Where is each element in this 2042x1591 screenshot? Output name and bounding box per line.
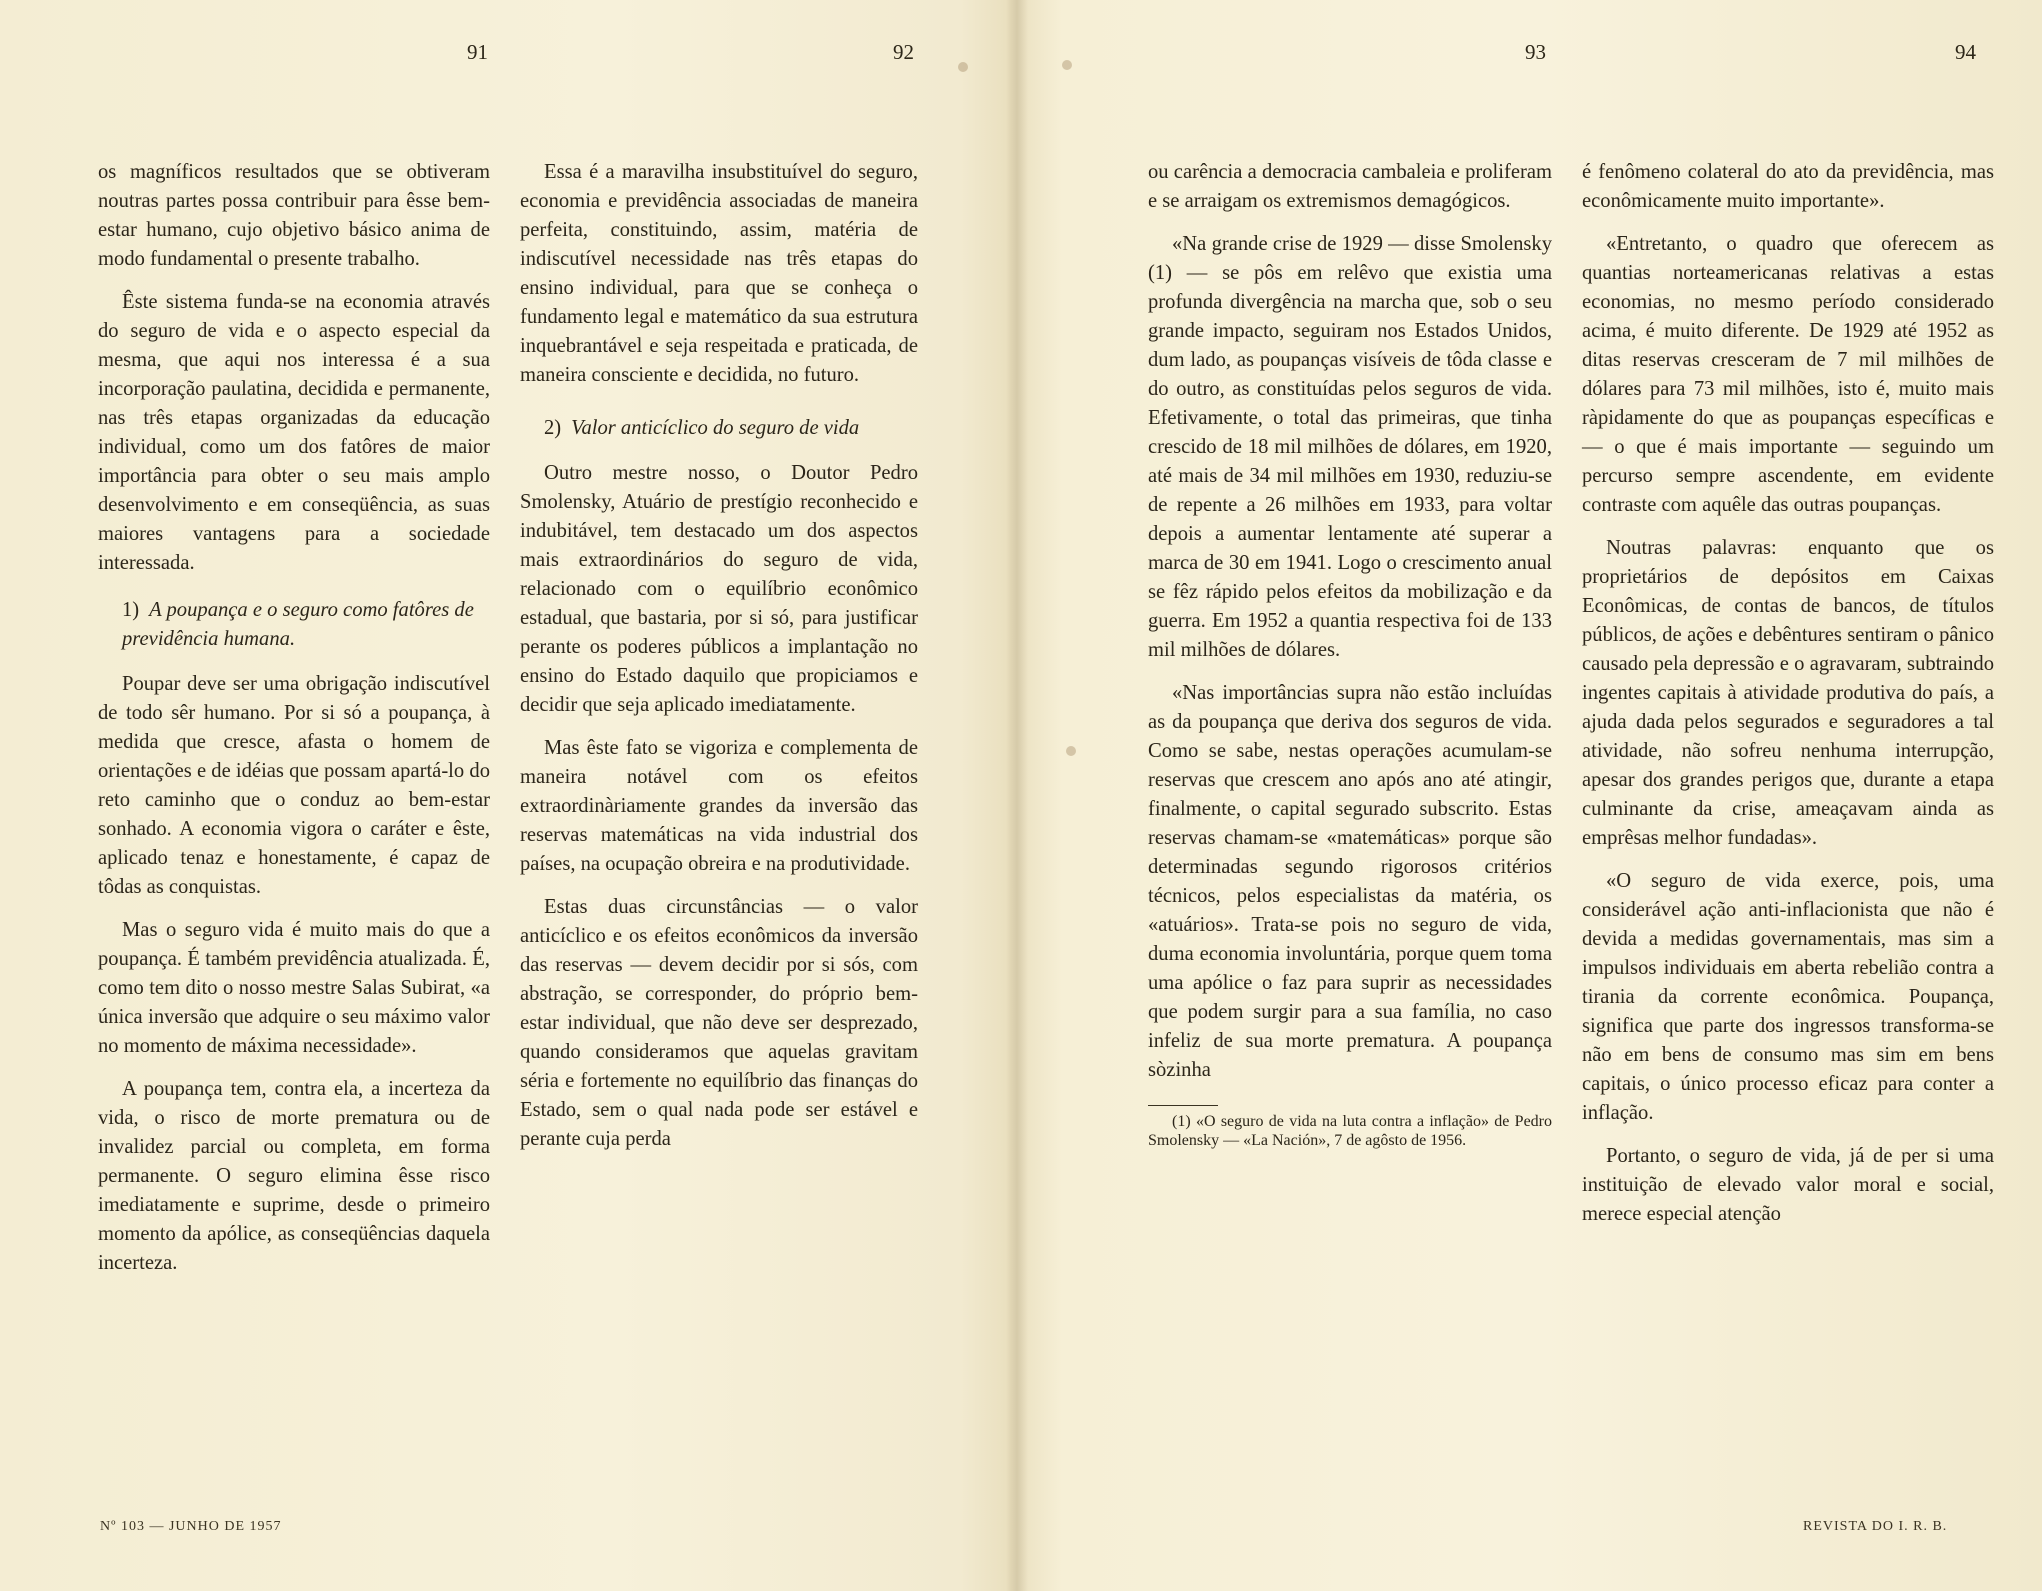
- paragraph: ou carência a democracia cambaleia e proliferam e se arraigam os extremismos demagógicos.: [1148, 161, 1552, 212]
- paragraph: «O seguro de vida exerce, pois, uma considerável ação anti-inflacionista que não é devida a medidas governamentais, mas sim a impulsos individuais em aberta rebelião contra a tirania da corrente econômica. Poupança, significa que parte dos ingressos transforma-se não em bens de consumo mas sim em bens capitais, o único processo eficaz para conter a inflação.: [1582, 870, 1994, 1124]
- text-column-3: [1148, 158, 1552, 1164]
- section-number: 2): [544, 417, 562, 439]
- binding-mark: [958, 62, 968, 72]
- paragraph: Mas o seguro vida é muito mais do que a poupança. É também previdência atualizada. É, como tem dito o nosso mestre Salas Subirat, «a única inversão que adquire o seu máximo valor no momento de máxima necessidade».: [98, 919, 490, 1057]
- paragraph: Outro mestre nosso, o Doutor Pedro Smolensky, Atuário de prestígio reconhecido e indubitável, tem destacado um dos aspectos mais extraordinários do seguro de vida, relacionado com o equilíbrio econômico estadual, que bastaria, por si só, para justificar perante os poderes públicos a implantação no ensino do Estado daquilo que propiciamos e decidir que seja aplicado imediatamente.: [520, 462, 918, 716]
- paragraph: é fenômeno colateral do ato da previdência, mas econômicamente muito importante».: [1582, 161, 1994, 212]
- section-title: A poupança e o seguro como fatôres de previdência humana.: [122, 599, 474, 650]
- section-heading-1: [98, 596, 490, 654]
- binding-mark: [1062, 60, 1072, 70]
- binding-mark: [1066, 746, 1076, 756]
- section-number: 1): [122, 599, 140, 621]
- page-number-92: 92: [893, 40, 914, 64]
- paragraph: Mas êste fato se vigoriza e complementa de maneira notável com os efeitos extraordinàriamente grandes da inversão das reservas matemáticas na vida industrial dos países, na ocupação obreira e na produtividade.: [520, 737, 918, 875]
- book-gutter: [1006, 0, 1028, 1591]
- paragraph: Poupar deve ser uma obrigação indiscutível de todo sêr humano. Por si só a poupança, à medida que cresce, afasta o homem de orientações e de idéias que possam apartá-lo do reto caminho que o conduz ao bem-estar sonhado. A economia vigora o caráter e êste, aplicado tenaz e honestamente, é capaz de tôdas as conquistas.: [98, 673, 490, 898]
- paragraph: «Nas importâncias supra não estão incluídas as da poupança que deriva dos seguros de vida. Como se sabe, nestas operações acumulam-se reservas que crescem ano após ano até atingir, finalmente, o capital segurado subscrito. Estas reservas chamam-se «matemáticas» porque são determinadas segundo rigorosos critérios técnicos, pelos especialistas da matéria, os «atuários». Trata-se pois no seguro de vida, duma economia involuntária, porque quem toma uma apólice o faz para suprir as necessidades que podem surgir para a sua família, no caso infeliz de sua morte prematura. A poupança sòzinha: [1148, 682, 1552, 1081]
- paragraph: Estas duas circunstâncias — o valor anticíclico e os efeitos econômicos da inversão das reservas — devem decidir por si sós, com abstração, se corresponder, do próprio bem-estar individual, que não deve ser desprezado, quando consideramos que aquelas gravitam séria e fortemente no equilíbrio das finanças do Estado, sem o qual nada pode ser estável e perante cuja perda: [520, 896, 918, 1150]
- paragraph: Portanto, o seguro de vida, já de per si uma instituição de elevado valor moral e social, merece especial atenção: [1582, 1145, 1994, 1225]
- page-number-91: 91: [467, 40, 488, 64]
- footer-journal: REVISTA DO I. R. B.: [1803, 1519, 1948, 1534]
- page-number-93: 93: [1525, 40, 1546, 64]
- section-title: Valor anticíclico do seguro de vida: [571, 417, 860, 439]
- paragraph: «Entretanto, o quadro que oferecem as quantias norteamericanas relativas a estas economias, no mesmo período considerado acima, é muito diferente. De 1929 até 1952 as ditas reservas cresceram de 7 mil milhões de dólares para 73 mil milhões, isto é, muito mais ràpidamente do que as poupanças específicas e — o que é mais importante — seguindo um percurso sempre ascendente, em evidente contraste com aquêle das outras poupanças.: [1582, 233, 1994, 516]
- text-column-2: [520, 158, 918, 1168]
- paragraph: Êste sistema funda-se na economia através do seguro de vida e o aspecto especial da mesma, que aqui nos interessa é a sua incorporação paulatina, decidida e permanente, nas três etapas organizadas da educação individual, como um dos fatôres de maior importância para obter o seu mais amplo desenvolvimento e em conseqüência, as suas maiores vantagens para a sociedade interessada.: [98, 291, 490, 574]
- paragraph: Noutras palavras: enquanto que os proprietários de depósitos em Caixas Econômicas, de contas de bancos, de títulos públicos, de ações e debêntures sentiram o pânico causado pela depressão e o agravaram, subtraindo ingentes capitais à atividade produtiva do país, a ajuda dada pelos segurados e seguradores a tal atividade, não sofreu nenhuma interrupção, apesar dos grandes perigos que, durante a etapa culminante da crise, ameaçavam ainda as emprêsas melhor fundadas».: [1582, 537, 1994, 849]
- footnote-rule: [1148, 1105, 1218, 1106]
- text-column-4: [1582, 158, 1994, 1243]
- text-column-1: [98, 158, 490, 1292]
- section-heading-2: [520, 414, 918, 443]
- footer-issue: Nº 103 — JUNHO DE 1957: [100, 1519, 282, 1534]
- paragraph: Essa é a maravilha insubstituível do seguro, economia e previdência associadas de maneira perfeita, constituindo, assim, matéria de indiscutível necessidade nas três etapas do ensino individual, para que se conheça o fundamento legal e matemático da sua estrutura inquebrantável e seja respeitada e praticada, de maneira consciente e decidida, no futuro.: [520, 161, 918, 386]
- paragraph: «Na grande crise de 1929 — disse Smolensky (1) — se pôs em relêvo que existia uma profunda divergência na marcha que, sob o seu grande impacto, seguiram nos Estados Unidos, dum lado, as poupanças visíveis de tôda classe e do outro, as constituídas pelos seguros de vida. Efetivamente, o total das primeiras, que tinha crescido de 18 mil milhões de dólares, em 1920, até mais de 34 mil milhões em 1930, reduziu-se de repente a 26 milhões em 1933, para voltar depois a aumentar lentamente até superar a marca de 30 em 1941. Logo o crescimento anual se fêz rápido pelos efeitos da mobilização e da guerra. Em 1952 a quantia respectiva foi de 133 mil milhões de dólares.: [1148, 233, 1552, 661]
- paragraph: A poupança tem, contra ela, a incerteza da vida, o risco de morte prematura ou de invalidez parcial ou completa, em forma permanente. O seguro elimina êsse risco imediatamente e suprime, desde o primeiro momento da apólice, as conseqüências daquela incerteza.: [98, 1078, 490, 1274]
- paragraph: os magníficos resultados que se obtiveram noutras partes possa contribuir para êsse bem-estar humano, cujo objetivo básico anima de modo fundamental o presente trabalho.: [98, 161, 490, 270]
- page-number-94: 94: [1955, 40, 1976, 64]
- footnote: (1) «O seguro de vida na luta contra a inflação» de Pedro Smolensky — «La Nación», 7 de agôsto de 1956.: [1148, 1113, 1552, 1149]
